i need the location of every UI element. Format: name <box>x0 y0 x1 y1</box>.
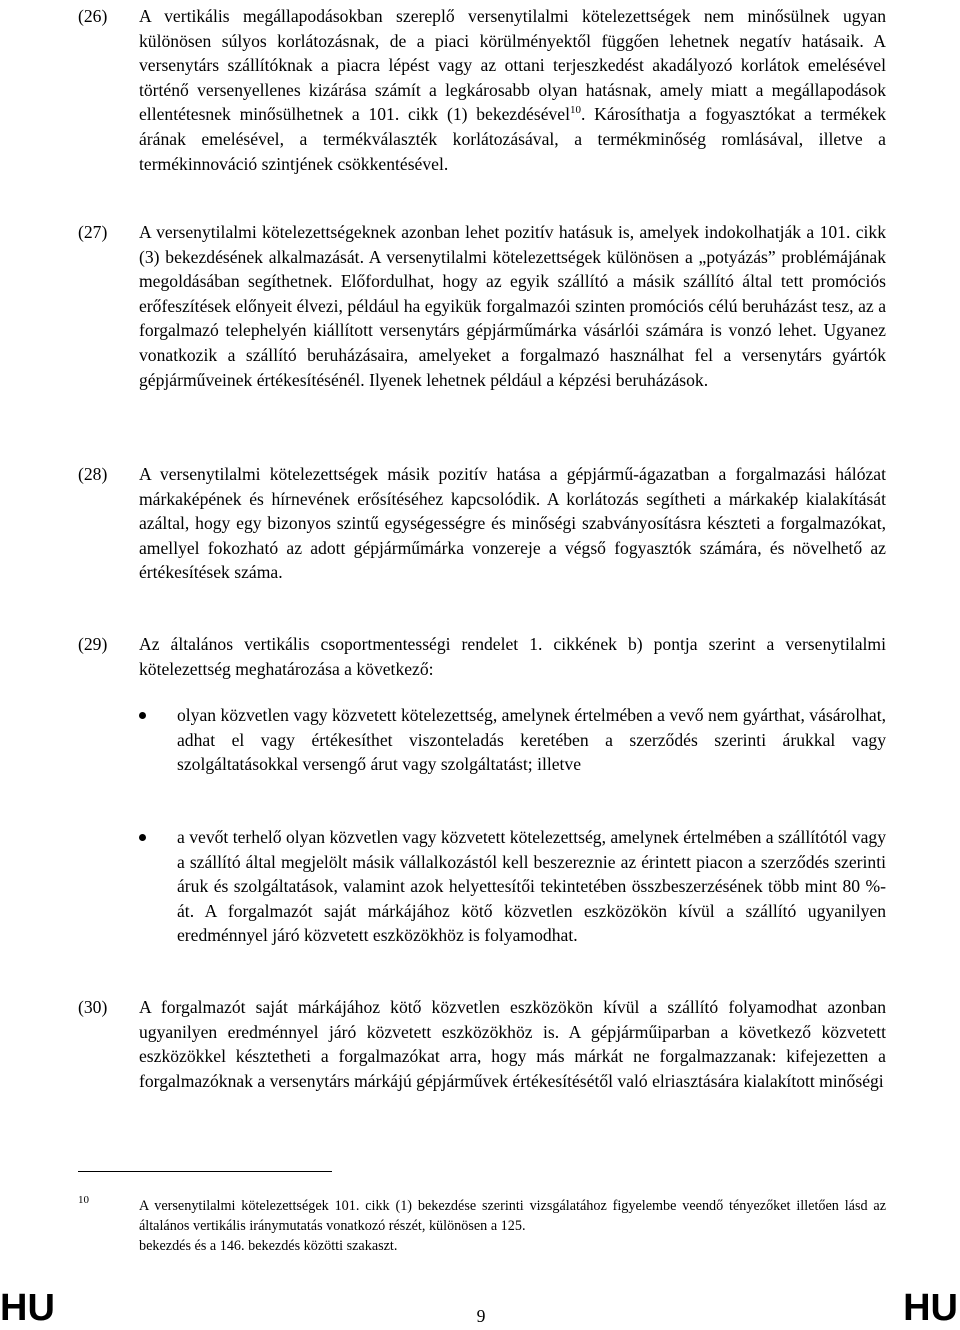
paragraph-number: (29) <box>78 634 108 654</box>
paragraph-number: (28) <box>78 464 108 484</box>
paragraph-29 <box>78 632 886 681</box>
language-code-right: HU <box>903 1287 958 1329</box>
footnote-text-line: A versenytilalmi kötelezettségek 101. cikk (1) bekezdése szerinti vizsgálatához figyelembe veendő tényezőket illetően lásd az általános vertikális iránymutatás vonatkozó részét, különösen a 125. <box>139 1198 886 1235</box>
list-item <box>139 703 886 777</box>
page-number: 9 <box>476 1306 486 1326</box>
paragraph-text: A versenytilalmi kötelezettségek másik pozitív hatása a gépjármű-ágazatban a forgalmazási hálózat márkaképének és hírnevének erősítéséhez kapcsolódik. A korlátozás segítheti a márkakép kialakítását azáltal, hogy egy bizonyos szintű egységességre és minőségi szabványosításra készteti a forgalmazókat, amellyel fokozható az adott gépjárműmárka vonzereje a végső fogyasztók számára, és növelhető az értékesítések száma. <box>139 464 886 583</box>
list-item-text: olyan közvetlen vagy közvetett kötelezettség, amelynek értelmében a vevő nem gyárthat, vásárolhat, adhat el vagy értékesíthet viszonteladás keretében a szerződés szerinti árukkal vagy szolgáltatásokkal versengő árut vagy szolgáltatást; illetve <box>177 705 886 775</box>
paragraph-30 <box>78 995 886 1093</box>
paragraph-text: A versenytilalmi kötelezettségeknek azonban lehet pozitív hatásuk is, amelyek indokolhatják a 101. cikk (3) bekezdésének alkalmazását. A versenytilalmi kötelezettségek különösen a „potyázás” problémájának megoldásában segíthetnek. Előfordulhat, hogy az egyik szállító a másik szállító által tett promóciós erőfeszítések előnyeit élvezi, például ha egyikük forgalmazói szinten promóciós célú beruházást tesz, az a forgalmazó telephelyén kiállított versenytárs gépjárműmárka vásárlói számára is vonzó lehet. Ugyanez vonatkozik a szállító beruházásaira, amelyeket a forgalmazó használhat fel a versenytárs gyártók gépjárműveinek értékesítésénél. Ilyenek lehetnek például a képzési beruházások. <box>139 222 886 390</box>
paragraph-number: (27) <box>78 222 108 242</box>
paragraph-27 <box>78 220 886 392</box>
footnote-reference[interactable]: 10 <box>570 104 581 117</box>
paragraph-text: Az általános vertikális csoportmentességi rendelet 1. cikkének b) pontja szerint a versenytilalmi kötelezettség meghatározása a következő: <box>139 634 886 679</box>
paragraph-26 <box>78 4 886 176</box>
language-code-left: HU <box>0 1287 55 1329</box>
bullet-icon <box>139 712 146 719</box>
footnote-10 <box>78 1196 886 1257</box>
definition-bullet-list <box>139 825 886 948</box>
footnote-text-line: bekezdés és a 146. bekezdés közötti szakaszt. <box>139 1238 398 1255</box>
paragraph-28 <box>78 462 886 585</box>
paragraph-number: (26) <box>78 6 108 26</box>
list-item <box>139 825 886 948</box>
list-item-text: a vevőt terhelő olyan közvetlen vagy közvetett kötelezettség, amelynek értelmében a szállítótól vagy a szállító által megjelölt másik vállalkozástól kell beszereznie az érintett piacon a szerződés szerinti áruk és szolgáltatások, valamint azok helyettesítői tekintetében összbeszerzésének több mint 80 %-át. A forgalmazót saját márkájához kötő közvetlen eszközökön kívül a szállító ugyanilyen eredménnyel járó közvetett eszközökhöz is folyamodhat. <box>177 827 886 946</box>
bullet-icon <box>139 834 146 841</box>
paragraph-text-part: A vertikális megállapodásokban szereplő versenytilalmi kötelezettségek nem minősülnek ugyan különösen súlyos korlátozásnak, de a piaci körülményektől függően lehetnek negatív hatásaik. A versenytárs szállítóknak a piacra lépést vagy az ottani terjeszkedést akadályozó korlátok emelésével történő versenyellenes kizárása számít a legkárosabb olyan hatásnak, amely miatt a megállapodások ellentétesnek minősülhetnek a 101. cikk (1) bekezdésével <box>139 6 886 125</box>
footnote-mark: 10 <box>78 1194 89 1206</box>
footnote-divider <box>78 1171 332 1172</box>
paragraph-number: (30) <box>78 997 108 1017</box>
paragraph-text <box>139 4 886 176</box>
definition-bullet-list <box>139 703 886 777</box>
paragraph-text-part: . Károsíthatja a fogyasztókat a termékek árának emelésével, a termékválaszték korlátozásával, a termékminőség romlásával, illetve a termékinnováció szintjének csökkentésével. <box>139 104 887 174</box>
paragraph-text: A forgalmazót saját márkájához kötő közvetlen eszközökön kívül a szállító folyamodhat azonban ugyanilyen eredménnyel járó közvetett eszközökhöz is. A gépjárműiparban a következő közvetett eszközökkel késztetheti a forgalmazókat arra, hogy más márkát ne forgalmazzanak: kifejezetten a forgalmazóknak a versenytárs márkájú gépjárművek értékesítésétől való elriasztására kialakított minőségi <box>139 997 886 1091</box>
